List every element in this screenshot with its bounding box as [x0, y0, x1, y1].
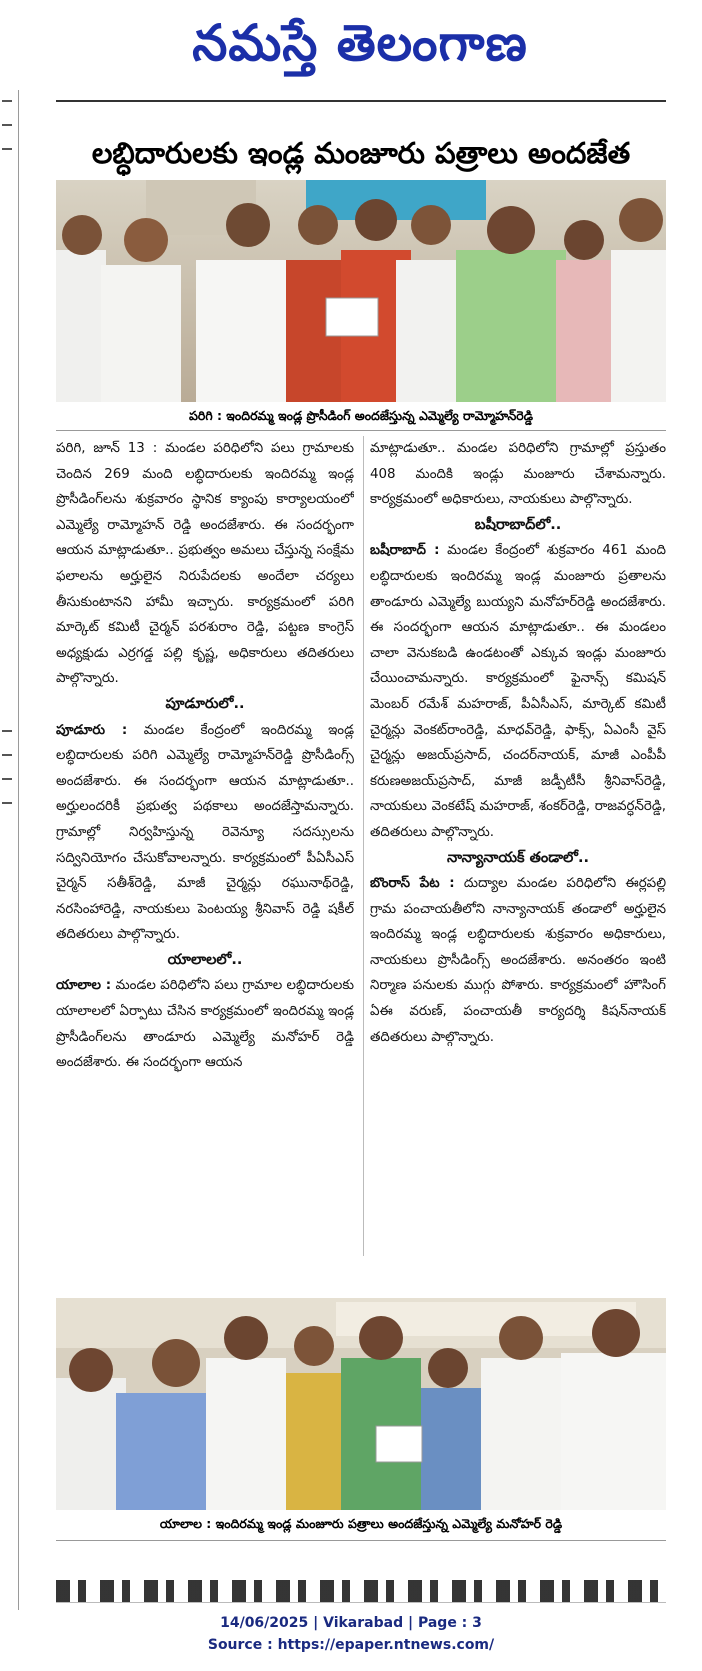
- column-divider: [363, 436, 364, 1256]
- article-headline: లబ్ధిదారులకు ఇండ్ల మంజూరు పత్రాలు అందజేత: [91, 136, 631, 170]
- masthead-rule: [56, 100, 666, 102]
- subheading-yalala: యాలాలలో..: [167, 951, 243, 968]
- source-link[interactable]: Source : https://epaper.ntnews.com/: [207, 1637, 495, 1653]
- photo-1-caption: పరిగి : ఇందిరమ్మ ఇండ్ల ప్రొసీడింగ్ అందజేస్తున్న ఎమ్మెల్యే రామ్మోహన్‌రెడ్డి: [189, 408, 533, 423]
- pudur-body: మండల కేంద్రంలో ఇందిరమ్మ ఇండ్ల లబ్ధిదారులకు పరిగి ఎమ్మెల్యే రామ్మోహన్‌రెడ్డి ప్రొసీడింగ్స్ అందజేశారు. ఈ సందర్భంగా ఆయన మాట్లాడుతూ.. అర్హులందరికీ ప్రభుత్వ పథకాలు అందజేస్తామన్నారు. గ్రామాల్లో నిర్వహిస్తున్న రెవెన్యూ సదస్సులను సద్వినియోగం చేసుకోవాలన్నారు. కార్యక్రమంలో పీఏసీఎస్ చైర్మన్ సతీశ్‌రెడ్డి, మాజీ చైర్మన్లు రఘునాథ్‌రెడ్డి, నరసింహారెడ్డి, నాయకులు పెంటయ్య శ్రీనివాస్ రెడ్డి షకీల్ తదితరులు పాల్గొన్నారు.: [56, 722, 354, 943]
- yalala-body: మండల పరిధిలోని పలు గ్రామాల లబ్ధిదారులకు యాలాలలో ఏర్పాటు చేసిన కార్యక్రమంలో ఇందిరమ్మ ఇండ్ల ప్రొసీడింగ్‌లను తాండూరు ఎమ్మెల్యే మనోహర్ రెడ్డి అందజేశారు. ఈ సందర్భంగా ఆయన: [56, 978, 354, 1071]
- pudur-paragraph: [56, 718, 354, 948]
- basheerabad-dateline: బషీరాబాద్ :: [370, 543, 440, 559]
- yalala-dateline: యాలాల :: [56, 978, 112, 994]
- subheading-pudur: పూడూరులో..: [165, 695, 245, 712]
- newspaper-masthead: నమస్తే తెలంగాణ: [192, 13, 528, 72]
- caption-rule: [56, 430, 666, 431]
- subheading-nanyanayak-thanda: నాన్యానాయక్ తండాలో..: [446, 849, 589, 866]
- yalala-paragraph: [56, 973, 354, 1075]
- next-article-headline-clipped: [56, 1574, 666, 1603]
- article-photo-2: [56, 1298, 666, 1510]
- basheerabad-body: మండల కేంద్రంలో శుక్రవారం 461 మంది లబ్ధిదారులకు ఇందిరమ్మ ఇండ్ల మంజూరు ప్రతాలను తాండూరు ఎమ్మెల్యే బుయ్యని మనోహర్‌రెడ్డి అందజేశారు. ఈ సందర్భంగా ఆయన మాట్లాడుతూ.. ఈ మండలం చాలా వెనుకబడి ఉండటంతో ఎక్కువ ఇండ్లు మంజూరు చేయించామన్నారు. కార్యక్రమంలో ఫైనాన్స్ కమిషన్ మెంబర్ రమేశ్ మహరాజ్, పీఏసీఎస్, మార్కెట్ కమిటీ చైర్మన్లు వెంకట్‌రాంరెడ్డి, మాధవ్‌రెడ్డి, ఫాక్స్, ఏఎంసీ వైస్ చైర్మన్లు అజయ్‌ప్రసాద్, చందర్‌నాయక్, మాజీ ఎంపీపీ కరుణఅజయ్‌ప్రసాద్, మాజీ జడ్పీటీసీ శ్రీనివాస్‌రెడ్డి, నాయకులు వెంకటేష్ మహరాజ్, శంకర్‌రెడ్డి, రాజవర్ధన్‌రెడ్డి, తదితరులు పాల్గొన్నారు.: [370, 543, 666, 840]
- continuation-paragraph: మాట్లాడుతూ.. మండల పరిధిలోని గ్రామాల్లో ప్రస్తుతం 408 మందికి ఇండ్లు మంజూరు చేశామన్నారు. కార్యక్రమంలో అధికారులు, నాయకులు పాల్గొన్నారు.: [370, 441, 666, 508]
- article-photo-1: [56, 180, 666, 402]
- basheerabad-paragraph: [370, 538, 666, 845]
- photo-2-caption: యాలాల : ఇందిరమ్మ ఇండ్ల మంజూరు పత్రాలు అందజేస్తున్న ఎమ్మెల్యే మనోహర్ రెడ్డి: [159, 1516, 563, 1531]
- article-intro-paragraph: పరిగి, జూన్ 13 : మండల పరిధిలోని పలు గ్రామాలకు చెందిన 269 మంది లబ్ధిదారులకు ఇందిరమ్మ ఇండ్ల ప్రొసీడింగ్‌లను శుక్రవారం స్థానిక క్యాంపు కార్యాలయంలో ఎమ్మెల్యే రామ్మోహన్ రెడ్డి అందజేశారు. ఈ సందర్భంగా ఆయన మాట్లాడుతూ.. ప్రభుత్వం అమలు చేస్తున్న సంక్షేమ ఫలాలను అర్హులైన నిరుపేదలకు అందేలా చర్యలు తీసుకుంటానని హామీ ఇచ్చారు. కార్యక్రమంలో పరిగి మార్కెట్ కమిటీ చైర్మన్ పరశురాం రెడ్డి, పట్టణ కాంగ్రెస్ అధ్యక్షుడు ఎర్రగడ్డ పల్లి కృష్ణ, అధికారులు తదితరులు పాల్గొన్నారు.: [56, 441, 354, 687]
- bomraspet-paragraph: [370, 871, 666, 1050]
- page-footer: [0, 1612, 702, 1656]
- caption-rule-2: [56, 1540, 666, 1541]
- bomraspet-dateline: బొంరాస్ పేట :: [370, 876, 455, 892]
- pudur-dateline: పూడూరు :: [56, 722, 128, 738]
- adjacent-column-edge: [0, 90, 19, 1610]
- bomraspet-body: దుద్యాల మండల పరిధిలోని ఈర్లపల్లి గ్రామ పంచాయతీలోని నాన్యానాయక్ తండాలో అర్హులైన ఇందిరమ్మ ఇండ్ల లబ్ధిదారులకు శుక్రవారం అధికారులు, నాయకులు ప్రొసీడింగ్స్ అందజేశారు. అనంతరం ఇంటి నిర్మాణ పనులకు ముగ్గు పోశారు. కార్యక్రమంలో హౌసింగ్ ఏఈ వరుణ్, పంచాయతీ కార్యదర్శి కిషన్‌నాయక్ తదితరులు పాల్గొన్నారు.: [370, 876, 666, 1045]
- edition-info: 14/06/2025 | Vikarabad | Page : 3: [220, 1615, 482, 1631]
- subheading-basheerabad: బషీరాబాద్‌లో..: [474, 516, 562, 533]
